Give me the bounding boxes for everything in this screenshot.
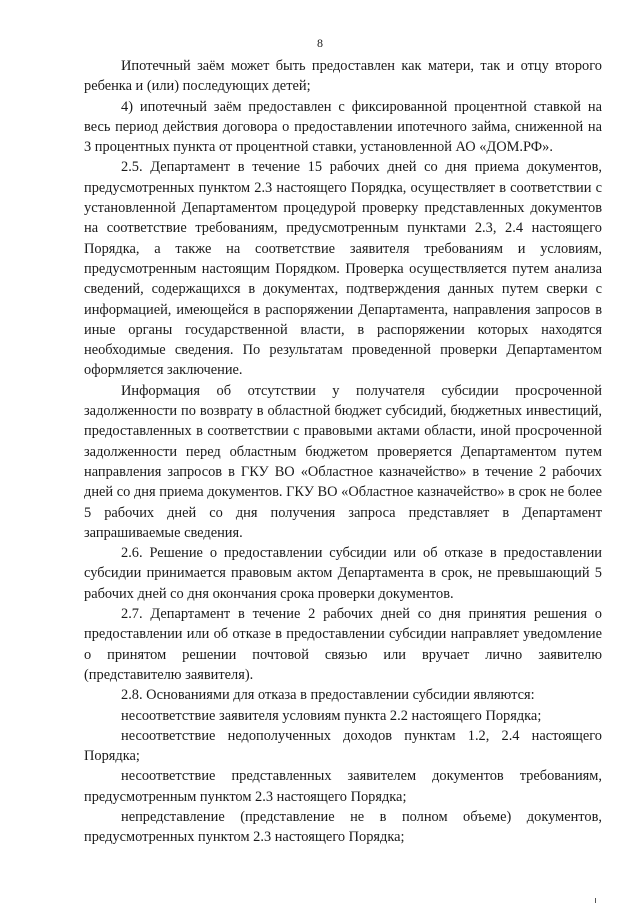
paragraph-2-5-document-check: 2.5. Департамент в течение 15 рабочих дней со дня приема документов, предусмотренных пунктом 2.3 настоящего Порядка, осуществляет в соответствии с установленной Департаментом процедурой проверку представленных документов на соответствие требованиям, предусмотренным пунктами 2.3, 2.4 настоящего Порядка, а также на соответствие заявителя требованиям и условиям, предусмотренным настоящим Порядком. Проверка осуществляется путем анализа сведений, содержащихся в документах, подтверждения данных путем сверки с информацией, имеющейся в распоряжении Департамента, направления запросов в иные органы государственной власти, в распоряжении которых находятся необходимые сведения. По результатам проведенной проверки Департаментом оформляется заключение. <box>84 159 602 379</box>
scan-margin-mark <box>595 898 596 903</box>
refusal-ground-documents-missing: непредставление (представление не в полном объеме) документов, предусмотренных пунктом 2.3 настоящего Порядка; <box>84 808 602 846</box>
page-number: 8 <box>317 36 323 50</box>
paragraph-debt-information: Информация об отсутствии у получателя субсидии просроченной задолженности по возврату в областной бюджет субсидий, бюджетных инвестиций, предоставленных в соответствии с правовыми актами области, иной просроченной задолженности перед областным бюджетом проверяется Департаментом путем направления запросов в ГКУ ВО «Областное казначейство» в течение 2 рабочих дней со дня приема документов. ГКУ ВО «Областное казначейство» в срок не более 5 рабочих дней со дня получения запроса представляет в Департамент запрашиваемые сведения. <box>84 382 602 541</box>
document-body <box>84 56 602 848</box>
paragraph-2-8-refusal-grounds: 2.8. Основаниями для отказа в предоставлении субсидии являются: <box>121 687 535 704</box>
refusal-ground-income-mismatch: несоответствие недополученных доходов пунктам 1.2, 2.4 настоящего Порядка; <box>84 727 602 765</box>
refusal-ground-documents-mismatch: несоответствие представленных заявителем документов требованиям, предусмотренным пунктом 2.3 настоящего Порядка; <box>84 768 602 805</box>
paragraph-2-7-notification: 2.7. Департамент в течение 2 рабочих дней со дня принятия решения о предоставлении или об отказе в предоставлении субсидии направляет уведомление о принятом решении почтовой связью или вручает лично заявителю (представителю заявителя). <box>84 606 602 683</box>
paragraph-2-6-decision: 2.6. Решение о предоставлении субсидии или об отказе в предоставлении субсидии принимается правовым актом Департамента в срок, не превышающий 5 рабочих дней со дня окончания срока проверки документов. <box>84 545 602 602</box>
paragraph-mortgage-parent: Ипотечный заём может быть предоставлен как матери, так и отцу второго ребенка и (или) последующих детей; <box>84 58 602 95</box>
paragraph-item-4-fixed-rate: 4) ипотечный заём предоставлен с фиксированной процентной ставкой на весь период действия договора о предоставлении ипотечного займа, сниженной на 3 процентных пункта от процентной ставки, установленной АО «ДОМ.РФ». <box>84 98 602 156</box>
refusal-ground-applicant-conditions: несоответствие заявителя условиям пункта 2.2 настоящего Порядка; <box>121 707 542 724</box>
